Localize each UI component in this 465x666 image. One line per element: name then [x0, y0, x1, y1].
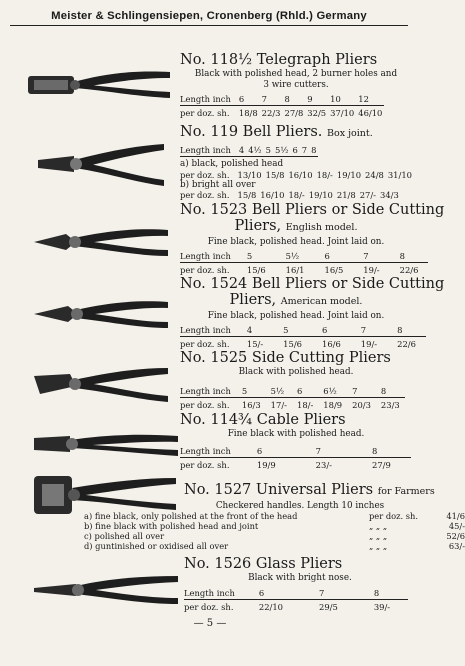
length-value: 5	[273, 325, 312, 337]
length-value: 7	[351, 325, 387, 337]
price-table-b	[180, 190, 401, 200]
price-value: 16/10	[260, 190, 285, 200]
length-value: 5	[265, 145, 271, 155]
product-title-word: Pliers,	[229, 292, 277, 308]
pliers-illustration-icon	[30, 362, 170, 406]
price-table	[180, 325, 426, 349]
option-text: c) polished all over	[84, 531, 165, 541]
price-value: 19/-	[360, 338, 378, 349]
length-value: 4	[238, 145, 245, 155]
price-value: 17/-	[270, 399, 287, 410]
price-value: 18/-	[316, 169, 333, 180]
product-118-half	[180, 52, 412, 118]
option-price: 63/-	[448, 541, 465, 551]
length-value: 4½	[248, 145, 262, 155]
length-value: 7	[301, 588, 356, 600]
price-value: 18/-	[296, 399, 314, 410]
page-number: — 5 —	[193, 618, 227, 629]
pliers-illustration-icon	[22, 66, 172, 106]
price-value: 21/8	[336, 190, 356, 200]
price-value: 19/9	[256, 459, 276, 470]
product-1525	[180, 350, 412, 410]
length-value: 5½	[266, 386, 292, 398]
price-label: per doz. sh.	[180, 399, 230, 410]
price-value: 22/6	[397, 338, 416, 349]
product-1526	[184, 556, 416, 612]
length-value: 10	[328, 94, 356, 106]
price-value: 15/8	[265, 169, 285, 180]
price-value: 23/-	[315, 459, 332, 470]
option-row	[84, 531, 465, 541]
product-title-line2	[180, 218, 412, 236]
length-value: 7	[260, 94, 283, 106]
product-114-three-quarter	[180, 412, 412, 470]
product-title-word: Pliers,	[234, 218, 282, 234]
price-value: 39/-	[373, 601, 391, 612]
product-119	[180, 124, 412, 200]
pliers-illustration-icon	[30, 222, 170, 262]
product-description: 3 wire cutters.	[263, 79, 329, 90]
price-value: 27/8	[284, 108, 304, 118]
option-price: 52/6	[446, 531, 465, 541]
length-label: Length inch	[180, 325, 237, 337]
length-value: 8	[356, 588, 408, 600]
product-title: No. 1524 Bell Pliers or Side Cutting	[180, 276, 445, 292]
length-label: Length inch	[180, 386, 237, 398]
length-value: 7	[353, 251, 389, 263]
product-1523	[180, 202, 445, 275]
length-value: 5½	[275, 145, 289, 155]
price-label: per doz. sh.	[180, 459, 230, 470]
price-value: 20/3	[352, 399, 371, 410]
length-value: 6	[237, 446, 296, 458]
price-value: 31/10	[387, 169, 412, 180]
pliers-illustration-icon	[34, 142, 166, 188]
option-suffix: „ „ „	[369, 531, 388, 541]
price-value: 22/6	[399, 264, 419, 275]
option-suffix: per doz. sh.	[369, 511, 419, 521]
length-value: 8	[387, 325, 426, 337]
product-title-main: No. 1527 Universal Pliers	[184, 482, 374, 498]
price-label: per doz. sh.	[180, 338, 230, 349]
length-value: 6	[237, 94, 260, 106]
price-table	[180, 446, 411, 470]
length-label: Length inch	[180, 145, 237, 157]
product-description: Black with polished head.	[238, 367, 354, 377]
product-1527	[184, 482, 435, 512]
price-value: 34/3	[380, 190, 399, 200]
product-description: Checkered handles. Length 10 inches	[215, 501, 385, 511]
product-title: No. 118½ Telegraph Pliers	[180, 52, 378, 68]
price-value: 27/9	[371, 459, 391, 470]
length-label: Length inch	[180, 94, 237, 106]
price-label: per doz. sh.	[184, 601, 234, 612]
product-description: Black with polished head, 2 burner holes and	[194, 69, 398, 79]
price-value: 19/-	[363, 264, 380, 275]
price-value: 18/8	[238, 108, 258, 118]
price-label: per doz. sh.	[180, 108, 230, 118]
product-title: No. 1526 Glass Pliers	[184, 556, 343, 572]
length-label: Length inch	[180, 446, 237, 458]
option-suffix: „ „ „	[369, 521, 388, 531]
length-value: 8	[352, 446, 411, 458]
length-value: 7	[301, 145, 308, 155]
product-1524	[180, 276, 445, 349]
product-description: Fine black, polished head. Joint laid on.	[207, 237, 385, 247]
price-value: 16/10	[288, 169, 313, 180]
pliers-illustration-icon	[30, 424, 180, 464]
length-label: Length inch	[180, 251, 237, 263]
variant-b-label: b) bright all over	[180, 179, 256, 190]
length-value: 5	[237, 386, 266, 398]
price-value: 23/3	[380, 399, 400, 410]
product-title-sub: English model.	[285, 222, 358, 233]
length-value: 6½	[318, 386, 347, 398]
product-description: Fine black, polished head. Joint laid on.	[207, 311, 385, 321]
length-label: Length inch	[184, 588, 241, 600]
price-table	[180, 386, 405, 410]
product-title	[184, 482, 435, 500]
price-table	[184, 588, 408, 612]
length-value: 6	[314, 251, 353, 263]
product-title-sub: American model.	[280, 296, 363, 307]
option-price: 41/6	[446, 511, 465, 521]
product-title-sub: for Farmers	[377, 486, 435, 497]
price-value: 27/-	[359, 190, 377, 200]
price-value: 16/6	[321, 338, 341, 349]
option-row	[84, 521, 465, 531]
price-value: 15/6	[246, 264, 266, 275]
product-description: Fine black with polished head.	[227, 429, 365, 439]
product-title-sub: Box joint.	[327, 128, 373, 139]
price-value: 16/1	[285, 264, 305, 275]
option-row	[84, 511, 465, 521]
price-value: 16/3	[241, 399, 261, 410]
price-value: 29/5	[319, 601, 338, 612]
length-value: 8	[282, 94, 305, 106]
price-table-a	[180, 170, 414, 180]
pliers-illustration-icon	[30, 570, 180, 610]
price-label: per doz. sh.	[180, 190, 230, 200]
length-value: 6	[292, 386, 318, 398]
options-list-1527	[84, 511, 465, 551]
price-value: 19/10	[336, 169, 362, 180]
price-value: 15/8	[237, 190, 257, 200]
length-value: 6	[292, 145, 298, 155]
price-value: 18/-	[288, 190, 305, 200]
price-table	[180, 251, 428, 275]
option-suffix: „ „ „	[369, 541, 388, 551]
length-value: 9	[305, 94, 328, 106]
length-value: 6	[312, 325, 351, 337]
product-title: No. 1525 Side Cutting Pliers	[180, 350, 391, 366]
product-title-line2	[180, 292, 412, 310]
price-value: 24/8	[365, 169, 384, 180]
price-value: 15/6	[283, 338, 302, 349]
product-title: No. 1523 Bell Pliers or Side Cutting	[180, 202, 445, 218]
length-value: 12	[356, 94, 384, 106]
price-table	[180, 145, 318, 157]
length-value: 5½	[276, 251, 315, 263]
option-text: d) guntinished or oxidised all over	[84, 541, 229, 551]
length-value: 7	[347, 386, 376, 398]
option-price: 45/-	[448, 521, 465, 531]
price-value: 46/10	[358, 108, 383, 118]
price-value: 22/10	[258, 601, 283, 612]
option-text: a) fine black, only polished at the front of the head	[84, 511, 298, 521]
length-value: 6	[241, 588, 301, 600]
variant-a-label: a) black, polished head	[180, 159, 284, 169]
length-value: 8	[376, 386, 405, 398]
pliers-illustration-icon	[30, 294, 170, 334]
price-table	[180, 94, 384, 118]
length-value: 7	[296, 446, 352, 458]
product-title-main: No. 119 Bell Pliers.	[180, 124, 323, 140]
product-description: Black with bright nose.	[248, 573, 352, 583]
price-label: per doz. sh.	[180, 264, 230, 275]
price-label: per doz. sh.	[180, 169, 230, 180]
price-value: 19/10	[308, 190, 333, 200]
price-value: 18/9	[323, 399, 343, 410]
option-text: b) fine black with polished head and joint	[84, 521, 259, 531]
length-value: 5	[237, 251, 276, 263]
price-value: 16/5	[324, 264, 344, 275]
page-header: Meister & Schlingensiepen, Cronenberg (Rhld.) Germany	[10, 10, 408, 26]
product-title	[180, 124, 412, 142]
length-value: 8	[390, 251, 429, 263]
option-row	[84, 541, 465, 551]
price-value: 22/3	[261, 108, 281, 118]
length-value: 8	[311, 145, 317, 155]
price-value: 15/-	[246, 338, 264, 349]
product-title: No. 114¾ Cable Pliers	[180, 412, 346, 428]
price-value: 37/10	[330, 108, 355, 118]
price-value: 32/5	[307, 108, 327, 118]
length-value: 4	[237, 325, 273, 337]
price-value: 13/10	[237, 169, 262, 180]
